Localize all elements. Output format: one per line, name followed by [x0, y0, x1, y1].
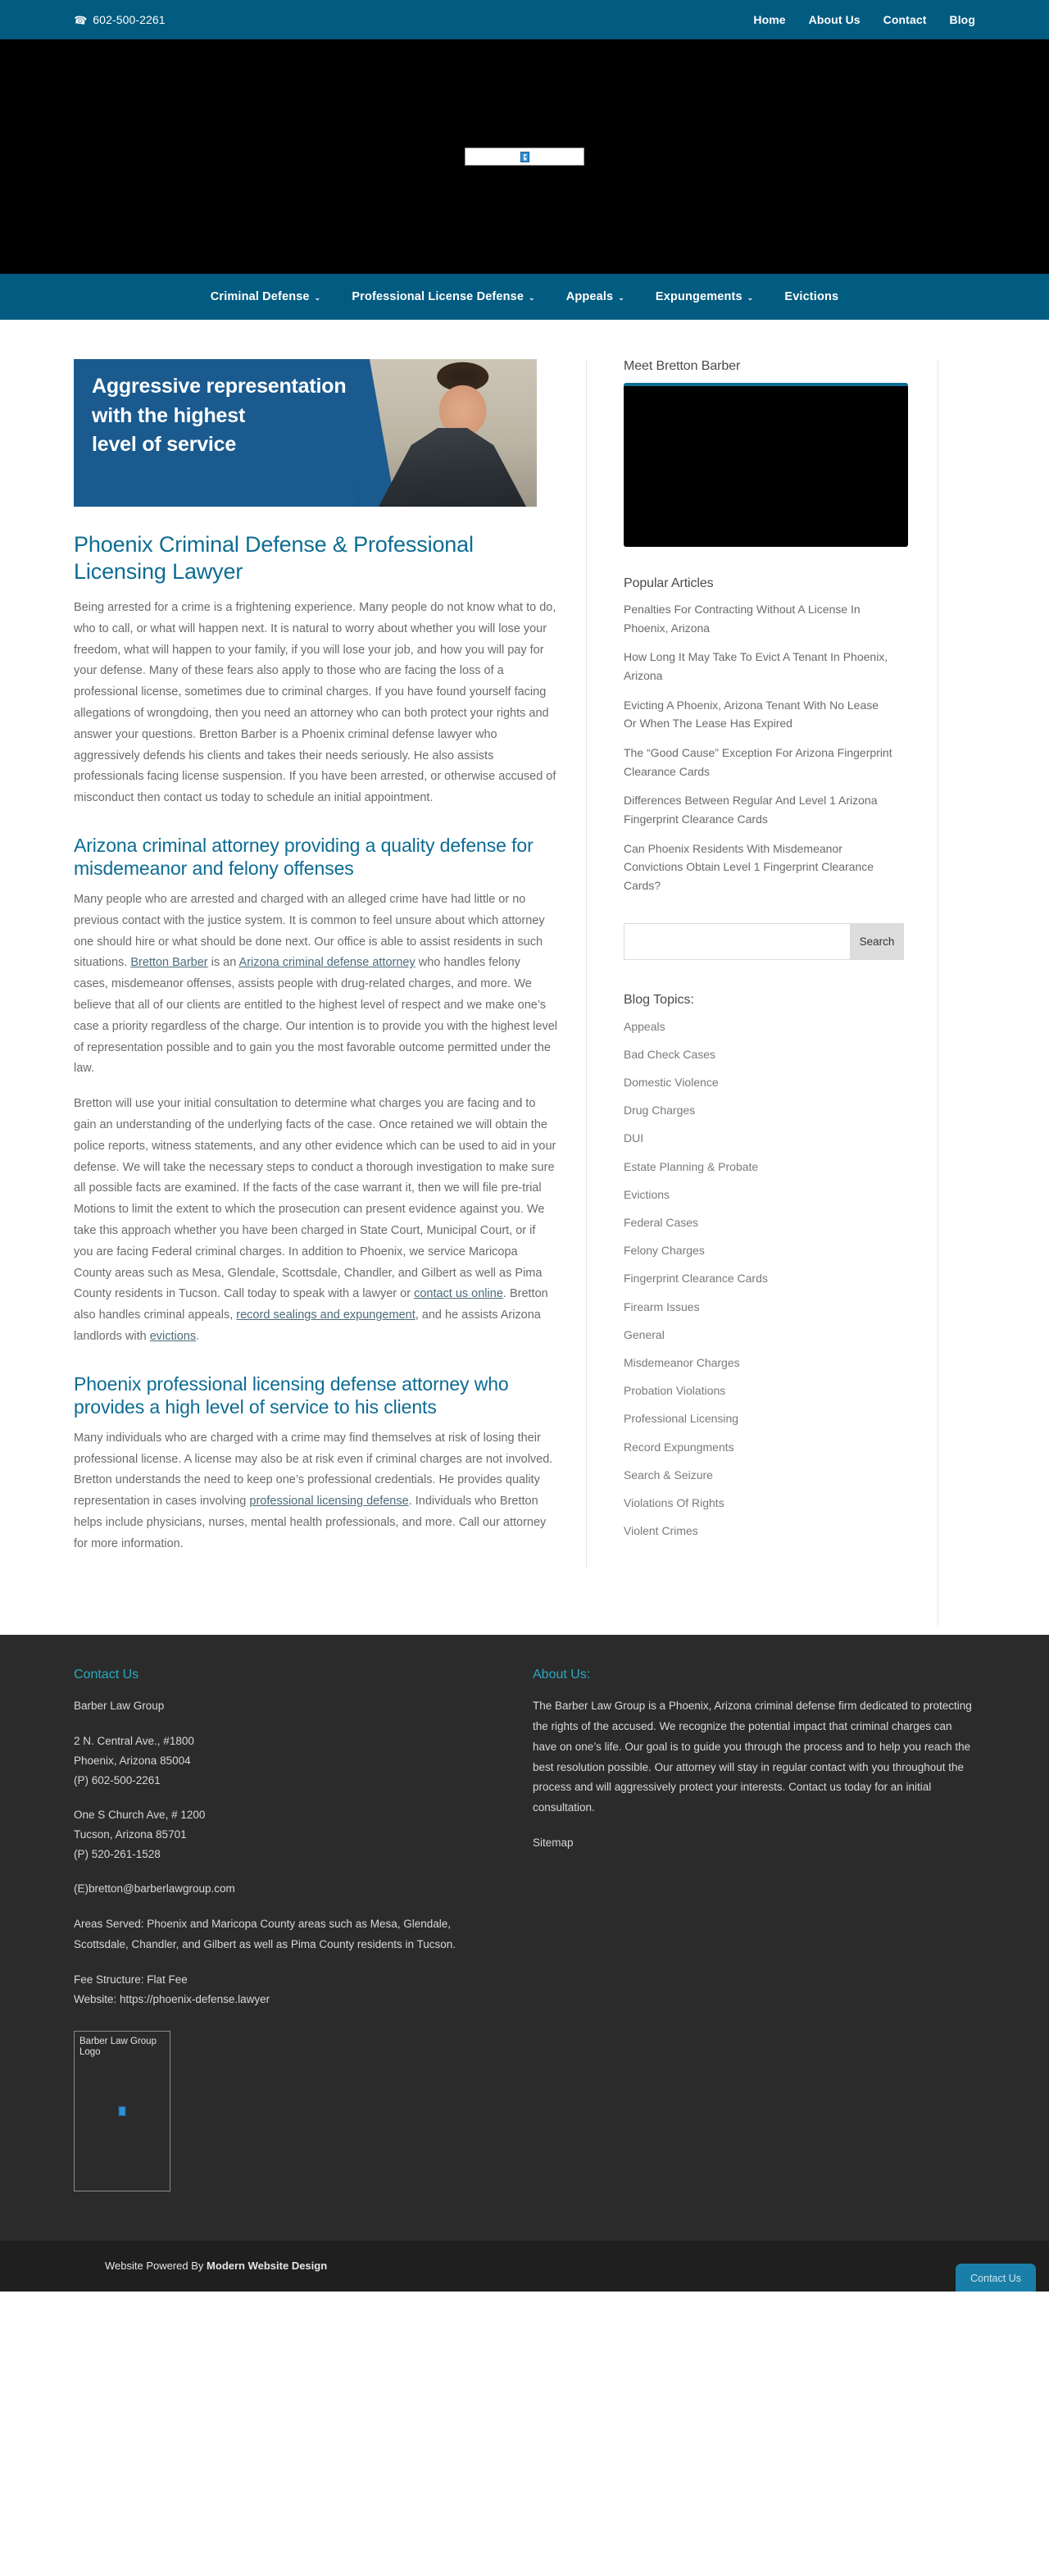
list-item[interactable]: General: [624, 1327, 665, 1341]
footer-address-phoenix-city: Phoenix, Arizona 85004: [74, 1754, 191, 1767]
footer-link-sitemap[interactable]: Sitemap: [533, 1836, 574, 1850]
footer-address-phoenix-phone[interactable]: (P) 602-500-2261: [74, 1773, 161, 1786]
nav-item-criminal-defense[interactable]: [211, 290, 321, 303]
nav-item-evictions-label: Evictions: [784, 290, 839, 303]
footer-firm-name: Barber Law Group: [74, 1699, 165, 1712]
primary-navigation: [0, 274, 1049, 320]
header-phone-number: 602-500-2261: [93, 13, 166, 26]
chevron-down-icon: ⌄: [618, 293, 624, 302]
powered-by-credit: [105, 2260, 327, 2272]
professional-licensing-paragraph: [74, 1428, 557, 1555]
footer-about-column: [533, 1668, 975, 2191]
list-item[interactable]: Search & Seizure: [624, 1468, 713, 1481]
link-evictions[interactable]: evictions: [149, 1329, 197, 1343]
list-item[interactable]: DUI: [624, 1131, 644, 1145]
list-item[interactable]: Professional Licensing: [624, 1412, 739, 1426]
list-item[interactable]: Evicting A Phoenix, Arizona Tenant With No Lease Or When The Lease Has Expired: [624, 698, 879, 730]
top-nav-item-about-us[interactable]: About Us: [808, 13, 861, 26]
footer-fee-structure: Fee Structure: Flat Fee: [74, 1973, 188, 1986]
phone-icon: ☎: [73, 12, 89, 27]
header-phone[interactable]: [74, 13, 166, 26]
text-run: is an: [207, 956, 239, 970]
consultation-paragraph: [74, 1094, 557, 1348]
list-item[interactable]: Fingerprint Clearance Cards: [624, 1272, 768, 1286]
nav-item-appeals-label: Appeals: [565, 290, 614, 303]
list-item[interactable]: Estate Planning & Probate: [624, 1159, 759, 1173]
footer-heading-contact: Contact Us: [74, 1667, 139, 1682]
top-utility-bar: [0, 0, 1049, 39]
powered-by-prefix: Website Powered By: [105, 2260, 207, 2273]
chevron-down-icon: ⌄: [314, 293, 321, 302]
list-item[interactable]: Can Phoenix Residents With Misdemeanor Convictions Obtain Level 1 Fingerprint Clearance Cards?: [624, 841, 874, 893]
sidebar-heading-blog-topics: Blog Topics:: [624, 992, 694, 1007]
site-footer: [0, 1635, 1049, 2241]
footer-heading-about: About Us:: [533, 1667, 591, 1682]
nav-item-professional-license-defense[interactable]: [352, 290, 534, 303]
nav-item-expungements-label: Expungements: [655, 290, 742, 303]
list-item[interactable]: Violations Of Rights: [624, 1495, 724, 1509]
list-item[interactable]: Violent Crimes: [624, 1524, 698, 1538]
criminal-defense-paragraph: [74, 890, 557, 1080]
footer-columns: [74, 1668, 975, 2191]
contact-us-floating-tab[interactable]: Contact Us: [956, 2264, 1036, 2292]
footer-email[interactable]: (E)bretton@barberlawgroup.com: [74, 1882, 235, 1895]
powered-by-brand[interactable]: Modern Website Design: [207, 2260, 328, 2273]
nav-item-professional-license-defense-label: Professional License Defense: [352, 290, 524, 303]
list-item[interactable]: Record Expungments: [624, 1440, 734, 1454]
broken-image-glyph-icon: [520, 152, 529, 162]
footer-address-tucson-city: Tucson, Arizona 85701: [74, 1827, 187, 1841]
sidebar-heading-popular-articles: Popular Articles: [624, 576, 714, 590]
top-nav-item-contact[interactable]: Contact: [883, 13, 927, 26]
list-item[interactable]: Bad Check Cases: [624, 1047, 716, 1061]
nav-item-expungements[interactable]: [656, 290, 753, 303]
text-run: .: [196, 1329, 200, 1343]
footer-contact-column: [74, 1668, 533, 2191]
list-item[interactable]: Appeals: [624, 1019, 665, 1033]
intro-paragraph: Being arrested for a crime is a frightening experience. Many people do not know what to do, who to call, or what will happen next. It is natural to worry about whether you will lose your freedom, what will happen to your family, if you will lose your job, and how you will pay for your defense. Many of these fears also apply to those who are facing the loss of a professional license, sometimes due to criminal charges. If you have found yourself facing allegations of wrongdoing, then you need an attorney who can both protect your rights and answer your questions. Bretton Barber is a Phoenix criminal defense lawyer who aggressively defends his clients and takes their needs seriously. He also assists professionals facing license suspension. If you have been arrested, or otherwise accused of misconduct then contact us today to schedule an initial appointment.: [74, 600, 556, 805]
blog-topics-list: [624, 1019, 938, 1539]
footer-about-text: The Barber Law Group is a Phoenix, Arizona criminal defense firm dedicated to protecting the rights of the accused. We recognize the potential impact that criminal charges can have on one’s life. Our goal is to guide you through the process and to help you reach the best resolution possible. Our attorney will stay in regular contact with you throughout the process and will aggressively protect your interests. Contact us today for an initial consultation.: [533, 1699, 972, 1814]
content-container: [74, 359, 975, 1569]
nav-item-evictions[interactable]: [784, 290, 838, 303]
footer-areas-served: Areas Served: Phoenix and Maricopa County areas such as Mesa, Glendale, Scottsdale, Chandler, and Gilbert as well as Pima County residents in Tucson.: [74, 1917, 456, 1950]
list-item[interactable]: Evictions: [624, 1187, 670, 1201]
attorney-portrait-photo: [361, 359, 537, 507]
text-run: , and he assists Arizona landlords with: [74, 1308, 541, 1343]
nav-item-appeals[interactable]: [566, 290, 624, 303]
search-input[interactable]: [624, 923, 850, 960]
hero-banner-image: [74, 359, 537, 507]
link-arizona-criminal-defense-attorney[interactable]: Arizona criminal defense attorney: [238, 956, 416, 970]
text-run: . Individuals who Bretton helps include physicians, nurses, mental health professionals, and more. Call our attorney for more information.: [74, 1495, 547, 1550]
popular-articles-list: [624, 600, 938, 895]
footer-address-phoenix-street: 2 N. Central Ave., #1800: [74, 1734, 194, 1747]
sidebar-search-form: [624, 923, 904, 960]
hero-line-2: with the highest: [92, 403, 246, 427]
footer-fee-and-website: [74, 1970, 484, 2009]
link-record-sealings-expungement[interactable]: record sealings and expungement: [236, 1308, 416, 1322]
footer-bottom-bar: [0, 2241, 1049, 2292]
hero-banner-text: [92, 372, 403, 460]
hero-line-3: level of service: [92, 433, 237, 456]
list-item[interactable]: Drug Charges: [624, 1104, 696, 1117]
sidebar: [586, 359, 938, 1569]
list-item[interactable]: Domestic Violence: [624, 1076, 719, 1090]
link-bretton-barber[interactable]: Bretton Barber: [130, 956, 208, 970]
text-run: Many individuals who are charged with a crime may find themselves at risk of losing their professional license. A license may also be at risk even if criminal charges are not involved. Bretton understands the need to keep one’s professional credentials. He provides quality representation in cases involving: [74, 1431, 553, 1509]
main-content-column: [74, 359, 586, 1569]
chevron-down-icon: ⌄: [529, 293, 535, 302]
text-run: . Bretton also handles criminal appeals,: [74, 1287, 548, 1322]
footer-address-tucson: [74, 1805, 484, 1864]
list-item[interactable]: Federal Cases: [624, 1216, 699, 1230]
sidebar-heading-meet-attorney: Meet Bretton Barber: [624, 359, 741, 373]
top-nav-item-blog[interactable]: Blog: [949, 13, 975, 26]
text-run: Many people who are arrested and charged with an alleged crime have had little or no previous contact with the justice system. It is common to feel unsure about which attorney one should hire or what should be done next. Our office is able to assist residents in such situations.: [74, 893, 545, 970]
footer-logo-placeholder: [74, 2031, 170, 2191]
list-item[interactable]: The “Good Cause” Exception For Arizona Fingerprint Clearance Cards: [624, 746, 892, 778]
nav-item-criminal-defense-label: Criminal Defense: [210, 290, 310, 303]
section-heading-professional-licensing: Phoenix professional licensing defense attorney who provides a high level of service to his clients: [74, 1372, 509, 1418]
hero-line-1: Aggressive representation: [92, 375, 347, 398]
footer-logo-alt-text: Barber Law Group Logo: [79, 2036, 157, 2058]
list-item[interactable]: How Long It May Take To Evict A Tenant In Phoenix, Arizona: [624, 650, 888, 683]
list-item[interactable]: Differences Between Regular And Level 1 Arizona Fingerprint Clearance Cards: [624, 794, 878, 826]
footer-website-url[interactable]: Website: https://phoenix-defense.lawyer: [74, 1992, 270, 2005]
text-run: who handles felony cases, misdemeanor offenses, assists people with drug-related charges, and more. We believe that all of our clients are entitled to the highest level of respect and we make one’s case a priority regardless of the charge. Our intention is to provide you with the highest level of representation possible and to gain you the most favorable outcome permitted under the law.: [74, 956, 557, 1076]
footer-address-phoenix: [74, 1732, 484, 1791]
list-item[interactable]: Felony Charges: [624, 1244, 705, 1258]
link-contact-us-online[interactable]: contact us online: [414, 1287, 503, 1301]
chevron-down-icon: ⌄: [747, 293, 754, 302]
top-nav: [753, 13, 975, 26]
broken-image-placeholder-icon: [465, 148, 584, 166]
search-button[interactable]: Search: [850, 923, 904, 960]
attorney-intro-video-player[interactable]: [624, 383, 908, 547]
top-nav-item-home[interactable]: Home: [753, 13, 786, 26]
page-body: [0, 320, 1049, 1635]
list-item[interactable]: Misdemeanor Charges: [624, 1355, 740, 1369]
text-run: Bretton will use your initial consultation to determine what charges you are facing and to gain an understanding of the underlying facts of the case. Once retained we will obtain the police reports, witness statements, and any other evidence which can be used to aid in your defense. We will take the necessary steps to conduct a thorough investigation to make sure all possible facts are examined. If the facts of the case warrant it, then we will file pre-trial Motions to limit the extent to which the prosecution can present evidence against you. We take this approach whether you have been charged in State Court, Municipal Court, or if you are facing Federal criminal charges. In addition to Phoenix, we service Maricopa County areas such as Mesa, Glendale, Scottsdale, Chandler, and Gilbert as well as Pima County residents in Tucson. Call today to speak with a lawyer or: [74, 1097, 556, 1301]
list-item[interactable]: Probation Violations: [624, 1384, 726, 1398]
footer-address-tucson-street: One S Church Ave, # 1200: [74, 1808, 206, 1821]
list-item[interactable]: Firearm Issues: [624, 1299, 700, 1313]
link-professional-licensing-defense[interactable]: professional licensing defense: [249, 1495, 409, 1509]
broken-image-glyph-icon: [119, 2106, 126, 2116]
site-logo-band: [0, 39, 1049, 274]
page-title: Phoenix Criminal Defense & Professional Licensing Lawyer: [74, 532, 474, 585]
list-item[interactable]: Penalties For Contracting Without A License In Phoenix, Arizona: [624, 603, 861, 635]
section-heading-criminal-defense: Arizona criminal attorney providing a quality defense for misdemeanor and felony offenses: [74, 834, 534, 879]
footer-address-tucson-phone[interactable]: (P) 520-261-1528: [74, 1847, 161, 1860]
